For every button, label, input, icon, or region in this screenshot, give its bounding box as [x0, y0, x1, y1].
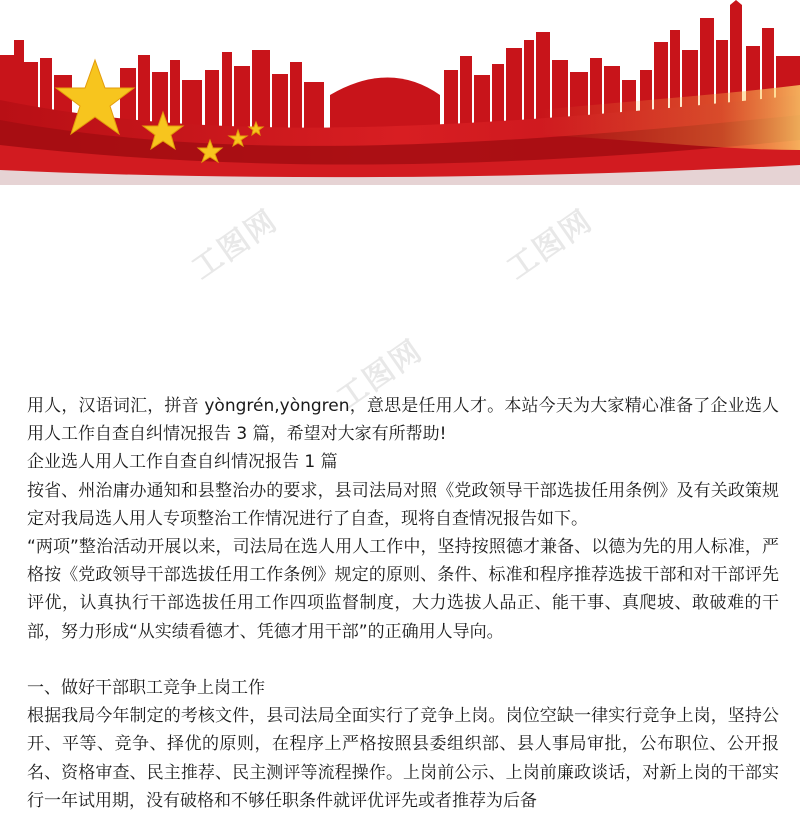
header-banner — [0, 0, 800, 185]
body-paragraph: 按省、州治庸办通知和县整治办的要求，县司法局对照《党政领导干部选拔任用条例》及有关政策规定对我局选人用人专项整治工作情况进行了自查，现将自查情况报告如下。 — [27, 480, 779, 529]
section-heading: 一、做好干部职工竞争上岗工作 — [27, 678, 265, 699]
intro-paragraph: 用人，汉语词汇，拼音 yòngrén,yòngren，意思是任用人才。本站今天为大家精心准备了企业选人用人工作自查自纠情况报告 3 篇，希望对大家有所帮助! — [27, 396, 779, 445]
body-paragraph: 根据我局今年制定的考核文件，县司法局全面实行了竞争上岗。岗位空缺一律实行竞争上岗，坚持公开、平等、竞争、择优的原则，在程序上严格按照县委组织部、县人事局审批，公布职位、公开报名、资格审查、民主推荐、民主测评等流程操作。上岗前公示、上岗前廉政谈话，对新上岗的干部实行一年试用期，没有破格和不够任职条件就评优评先或者推荐为后备 — [27, 706, 779, 811]
city-skyline-illustration — [0, 0, 800, 185]
watermark: 工图网 — [500, 203, 600, 287]
paragraph-gap — [27, 646, 779, 674]
report-title: 企业选人用人工作自查自纠情况报告 1 篇 — [27, 452, 338, 473]
watermark: 工图网 — [330, 333, 430, 417]
document-body — [27, 392, 779, 815]
watermark: 工图网 — [185, 203, 285, 287]
body-paragraph: “两项”整治活动开展以来，司法局在选人用人工作中，坚持按照德才兼备、以德为先的用人标准，严格按《党政领导干部选拔任用工作条例》规定的原则、条件、标准和程序推荐选拔干部和对干部评先评优，认真执行干部选拔任用工作四项监督制度，大力选拔人品正、能干事、真爬坡、敢破难的干部，努力形成“从实绩看德才、凭德才用干部”的正确用人导向。 — [27, 537, 779, 642]
